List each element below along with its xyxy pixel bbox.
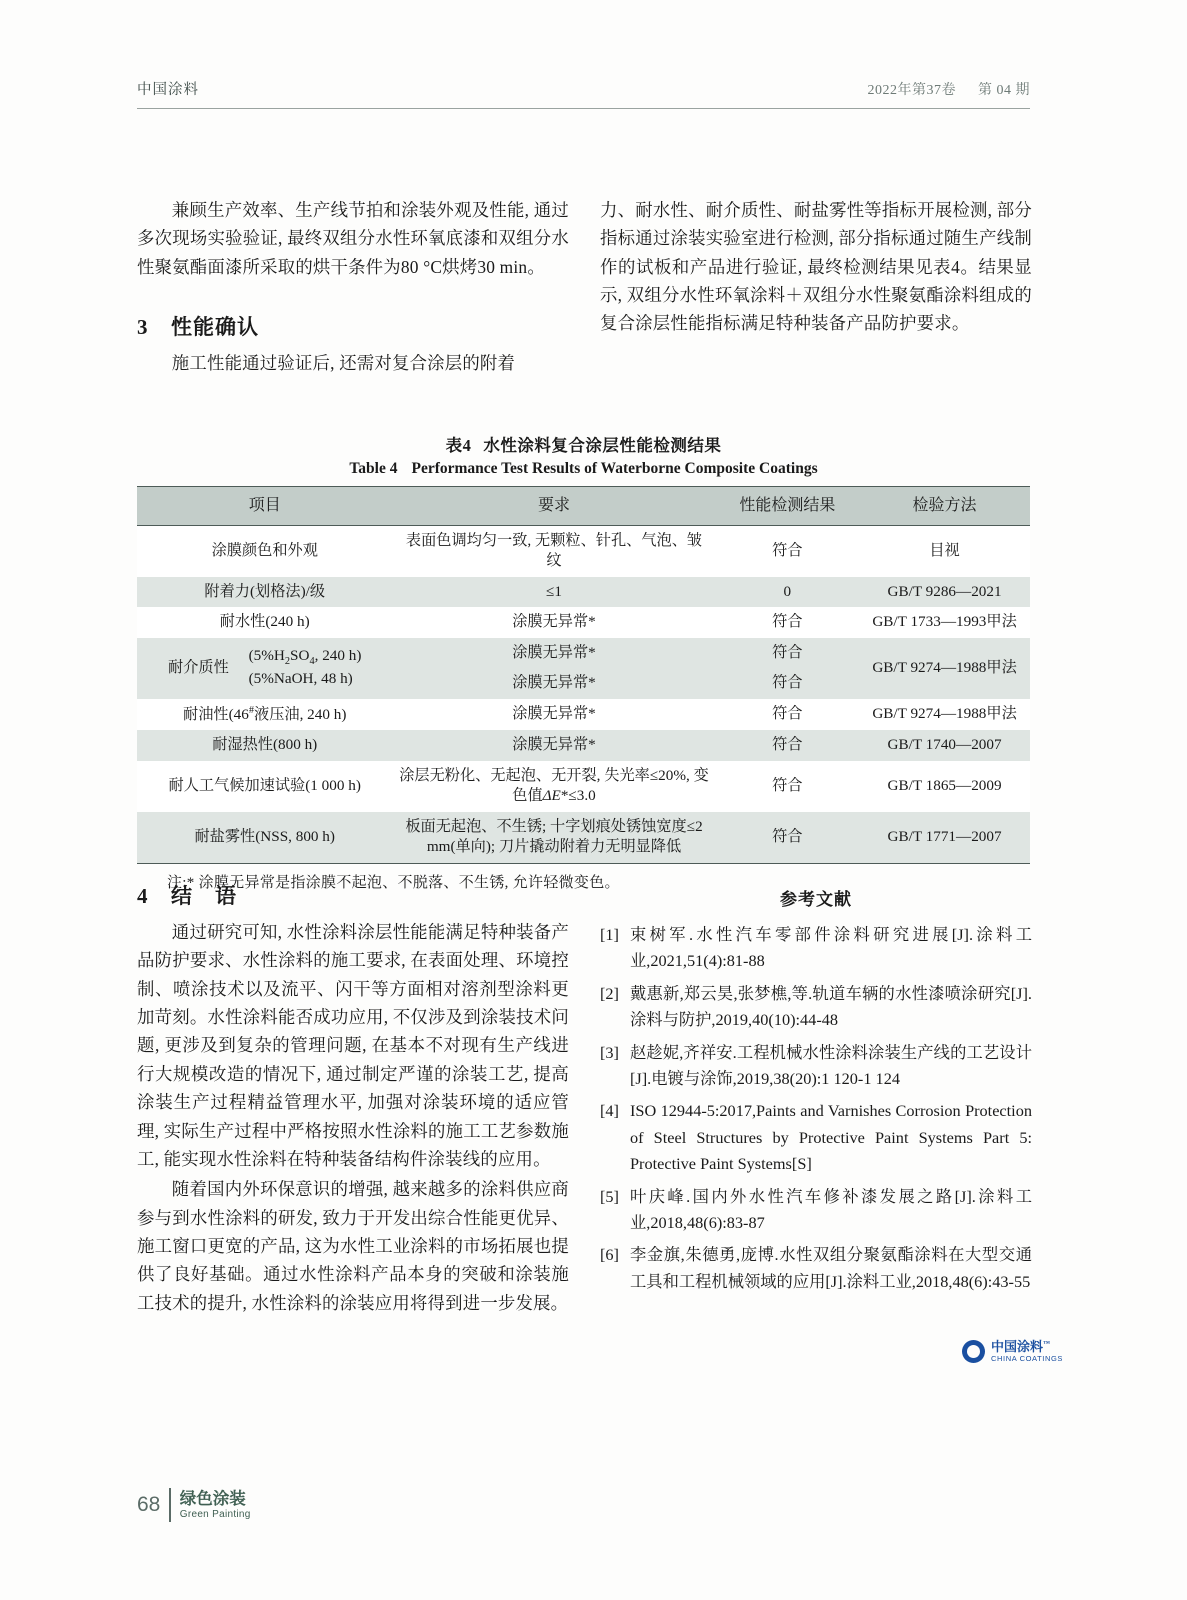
reference-text: 叶庆峰.国内外水性汽车修补漆发展之路[J].涂料工业,2018,48(6):83-87	[630, 1186, 1032, 1232]
cell-method: 目视	[859, 525, 1030, 577]
cell-method: GB/T 9274—1988甲法	[859, 699, 1030, 731]
top-left-column	[137, 196, 569, 379]
table-header-row	[137, 487, 1030, 526]
reference-number: [3]	[600, 1042, 619, 1062]
page-number: 68	[137, 1493, 161, 1516]
references-column	[600, 885, 1032, 1301]
table-row	[137, 607, 1030, 638]
cell-item	[137, 638, 392, 699]
table-row	[137, 638, 1030, 669]
cell-method: GB/T 1771—2007	[859, 812, 1030, 864]
table-row	[137, 699, 1030, 731]
cell-result: 符合	[716, 525, 860, 577]
cell-item: 耐盐雾性(NSS, 800 h)	[137, 812, 392, 864]
paragraph-section3: 施工性能通过验证后, 还需对复合涂层的附着	[171, 353, 516, 374]
section-title-4: 结 语	[171, 884, 237, 908]
table-row	[137, 761, 1030, 812]
col-item: 项目	[137, 487, 392, 526]
cell-result: 符合	[716, 812, 860, 864]
cell-item-label: 耐介质性	[168, 658, 229, 676]
table-title-cn	[137, 432, 1030, 456]
section-heading-4	[137, 880, 569, 910]
conclusion-paragraph-1: 通过研究可知, 水性涂料涂层性能能满足特种装备产品防护要求、水性涂料的施工要求, 在表面处理、环境控制、喷涂技术以及流平、闪干等方面相对溶剂型涂料更加苛刻。水性涂料能否成功应用, 不仅涉及到涂装技术问题, 更涉及到复杂的管理问题, 在基本不对现有生产线进行大规模改造的情况下, 通过制定严谨的涂装工艺, 提高涂装生产过程精益管理水平, 加强对涂装环境的适应管理, 实际生产过程中严格按照水性涂料的施工工艺参数施工, 能实现水性涂料在特种装备结构件涂装线的应用。	[137, 922, 569, 1169]
reference-text: 戴惠新,郑云昊,张梦樵,等.轨道车辆的水性漆喷涂研究[J].涂料与防护,2019,40(10):44-48	[630, 983, 1032, 1030]
table-caption-en: Performance Test Results of Waterborne Composite Coatings	[411, 460, 818, 477]
table-title-en	[137, 460, 1030, 478]
cell-requirement: 板面无起泡、不生锈; 十字划痕处锈蚀宽度≤2 mm(单向); 刀片撬动附着力无明显降低	[392, 812, 715, 864]
footer-column-cn: 绿色涂装	[179, 1489, 246, 1509]
reference-text: ISO 12944-5:2017,Paints and Varnishes Corrosion Protection of Steel Structures by Protective Paint Systems Part 5: Protective Paint Systems[S]	[630, 1101, 1032, 1174]
logo-name-cn-text: 中国涂料	[991, 1339, 1044, 1354]
table-row	[137, 730, 1030, 761]
footer-column-en: Green Painting	[179, 1508, 251, 1520]
section-number-4: 4	[137, 884, 149, 908]
issue-info	[868, 79, 1031, 99]
table-row	[137, 812, 1030, 864]
cell-requirement: 表面色调均匀一致, 无颗粒、针孔、气泡、皱纹	[392, 525, 715, 577]
volume-label: 2022年第37卷	[867, 83, 956, 98]
table-label-cn: 表4	[445, 436, 472, 455]
cell-result: 符合	[716, 607, 860, 638]
table-caption-cn: 水性涂料复合涂层性能检测结果	[483, 436, 722, 455]
reference-text: 李金旗,朱德勇,庞博.水性双组分聚氨酯涂料在大型交通工具和工程机械领域的应用[J].涂料工业,2018,48(6):43-55	[630, 1245, 1032, 1291]
list-item	[600, 922, 1032, 975]
table-row	[137, 525, 1030, 577]
references-title: 参考文献	[780, 890, 852, 909]
cell-requirement: 涂膜无异常*	[392, 638, 715, 669]
top-right-column	[600, 196, 1032, 340]
conclusion-column	[137, 880, 569, 1319]
reference-number: [4]	[600, 1101, 619, 1121]
cell-requirement: 涂膜无异常*	[392, 607, 715, 638]
cell-requirement: 涂膜无异常*	[392, 699, 715, 731]
cell-method: GB/T 9286—2021	[859, 577, 1030, 608]
table-note: 注:* 涂膜无异常是指涂膜不起泡、不脱落、不生锈, 允许轻微变色。	[167, 874, 620, 891]
section-number-3: 3	[137, 315, 149, 340]
section-heading-3	[137, 311, 569, 341]
cell-method: GB/T 1733—1993甲法	[859, 607, 1030, 638]
reference-text: 赵趁妮,齐祥安.工程机械水性涂料涂装生产线的工艺设计[J].电镀与涂饰,2019,38(20):1 120-1 124	[630, 1042, 1032, 1088]
paragraph-intro: 兼顾生产效率、生产线节拍和涂装外观及性能, 通过多次现场实验验证, 最终双组分水性环氧底漆和双组分水性聚氨酯面漆所采取的烘干条件为80 °C烘烤30 min。	[137, 200, 569, 277]
journal-name: 中国涂料	[137, 82, 199, 98]
cell-requirement: 涂膜无异常*	[392, 730, 715, 761]
list-item	[600, 1040, 1032, 1093]
cell-item: 耐水性(240 h)	[137, 607, 392, 638]
performance-table	[137, 486, 1030, 864]
issue-label: 第 04 期	[978, 83, 1030, 98]
table-label-en: Table 4	[349, 460, 398, 477]
cell-item: 涂膜颜色和外观	[137, 525, 392, 577]
list-item	[600, 981, 1032, 1034]
col-requirement: 要求	[392, 487, 715, 526]
reference-number: [1]	[600, 925, 619, 944]
cell-method: GB/T 1740—2007	[859, 730, 1030, 761]
cell-requirement: 涂层无粉化、无起泡、无开裂, 失光率≤20%, 变色值ΔE*≤3.0	[392, 761, 715, 812]
cell-item: 耐湿热性(800 h)	[137, 730, 392, 761]
table-body	[137, 525, 1030, 863]
cell-result: 0	[716, 577, 860, 608]
col-result: 性能检测结果	[716, 487, 860, 526]
list-item	[600, 1184, 1032, 1237]
logo-name-en: CHINA COATINGS	[991, 1354, 1064, 1364]
reference-number: [2]	[600, 983, 619, 1003]
logo-name-cn	[991, 1340, 1063, 1354]
cell-result: 符合	[716, 638, 860, 669]
footer-divider	[169, 1488, 170, 1522]
cell-item: 附着力(划格法)/级	[137, 577, 392, 608]
cell-result: 符合	[716, 761, 860, 812]
table-head	[137, 487, 1030, 526]
table-row	[137, 577, 1030, 608]
conclusion-paragraph-2: 随着国内外环保意识的增强, 越来越多的涂料供应商参与到水性涂料的研发, 致力于开发出综合性能更优异、施工窗口更宽的产品, 这为水性工业涂料的市场拓展也提供了良好基础。通过水性涂料产品本身的突破和涂装施工技术的提升, 水性涂料的涂装应用将得到进一步发展。	[137, 1179, 569, 1313]
cell-requirement: ≤1	[392, 577, 715, 608]
cell-subitem-2: (5%NaOH, 48 h)	[248, 670, 353, 688]
list-item	[600, 1242, 1032, 1295]
cell-method: GB/T 9274—1988甲法	[859, 638, 1030, 699]
cell-item: 耐油性(46#液压油, 240 h)	[137, 699, 392, 731]
col-method: 检验方法	[859, 487, 1030, 526]
list-item	[600, 1098, 1032, 1177]
reference-number: [5]	[600, 1186, 619, 1206]
journal-logo	[962, 1340, 1063, 1363]
cell-result: 符合	[716, 699, 860, 731]
cell-result: 符合	[716, 668, 860, 699]
cell-item: 耐人工气候加速试验(1 000 h)	[137, 761, 392, 812]
page-header	[137, 78, 1030, 109]
table-block	[137, 432, 1030, 892]
cell-method: GB/T 1865—2009	[859, 761, 1030, 812]
reference-text: 束树军.水性汽车零部件涂料研究进展[J].涂料工业,2021,51(4):81-88	[630, 925, 1032, 971]
paragraph-continued: 力、耐水性、耐介质性、耐盐雾性等指标开展检测, 部分指标通过涂装实验室进行检测, 部分指标通过随生产线制作的试板和产品进行验证, 最终检测结果见表4。结果显示, 双组分水性环氧涂料＋双组分水性聚氨酯涂料组成的复合涂层性能指标满足特种装备产品防护要求。	[600, 200, 1032, 334]
page-footer	[137, 1488, 251, 1522]
logo-tm: ™	[1043, 1339, 1051, 1348]
logo-mark-icon	[962, 1340, 985, 1363]
cell-subitem-1: ($5\%H_2SO_4$, 240 h)	[248, 647, 362, 668]
cell-requirement: 涂膜无异常*	[392, 668, 715, 699]
cell-result: 符合	[716, 730, 860, 761]
section-title-3: 性能确认	[171, 315, 259, 340]
reference-number: [6]	[600, 1245, 619, 1265]
